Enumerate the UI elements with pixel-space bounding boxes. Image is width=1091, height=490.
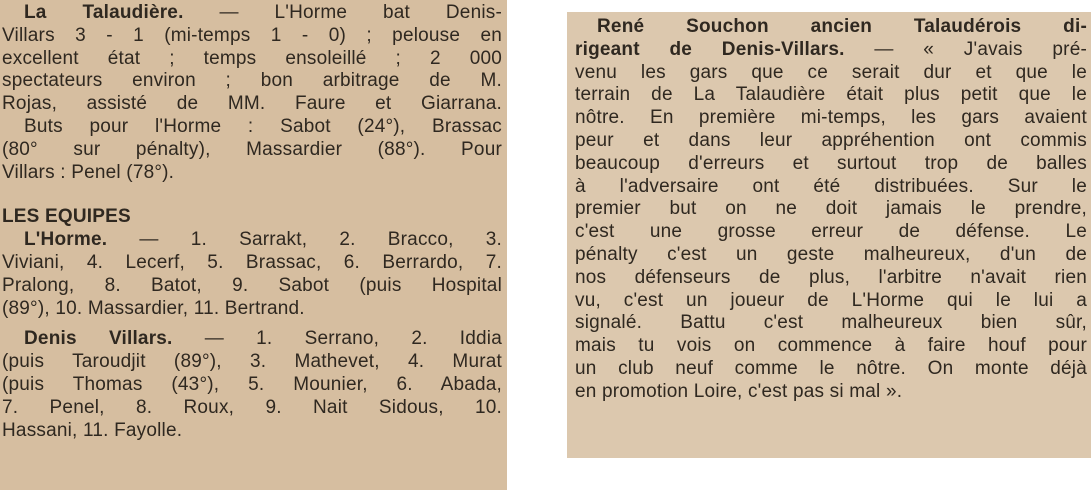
text-line <box>2 116 502 139</box>
line-text: — « J'avais pré- <box>844 38 1087 60</box>
text-line <box>575 312 1087 335</box>
team-lineup-denis-villars <box>2 328 502 442</box>
text-line <box>2 351 502 374</box>
text-line <box>575 176 1087 199</box>
line-text: terrain de La Talaudière était plus petit que le <box>575 84 1087 106</box>
line-text: Villars : Penel (78°). <box>2 161 175 183</box>
text-line <box>2 298 502 321</box>
line-text: Hassani, 11. Fayolle. <box>2 419 183 441</box>
text-line <box>575 358 1087 381</box>
report-paragraph <box>2 2 502 184</box>
line-text: mais tu vois on commence à faire houf pour <box>575 335 1087 357</box>
line-text: beaucoup d'erreurs et surtout trop de balles <box>575 152 1087 174</box>
line-text: nôtre. En première mi-temps, les gars avaient <box>575 107 1087 129</box>
bold-lead-text: Denis Villars. <box>24 328 173 350</box>
text-line <box>575 84 1087 107</box>
line-text: peur et dans leur appréhention ont commis <box>575 129 1087 151</box>
line-text: Villars 3 - 1 (mi-temps 1 - 0) ; pelouse en <box>2 24 502 46</box>
text-line <box>2 48 502 71</box>
text-line <box>575 290 1087 313</box>
text-line <box>575 107 1087 130</box>
newspaper-clipping-match-report <box>0 0 507 490</box>
bold-lead-text: René Souchon ancien Talaudérois di- <box>597 16 1087 37</box>
match-report-text <box>2 2 502 442</box>
text-line <box>2 2 502 25</box>
line-text: — L'Horme bat Denis- <box>183 2 502 23</box>
bold-lead-text: rigeant de Denis-Villars. <box>575 38 845 60</box>
line-text: Pralong, 8. Batot, 9. Sabot (puis Hospital <box>2 274 502 296</box>
text-line <box>2 252 502 275</box>
text-line <box>575 335 1087 358</box>
line-text: Viviani, 4. Lecerf, 5. Brassac, 6. Berrardo, 7. <box>2 251 502 273</box>
text-line <box>2 162 502 185</box>
line-text: un club neuf comme le nôtre. On monte déjà <box>575 357 1087 379</box>
line-text: Buts pour l'Horme : Sabot (24°), Brassac <box>24 115 502 137</box>
text-line <box>2 397 502 420</box>
line-text: 7. Penel, 8. Roux, 9. Nait Sidous, 10. <box>2 396 502 418</box>
text-line <box>575 153 1087 176</box>
text-line <box>575 221 1087 244</box>
line-text: (80° sur pénalty), Massardier (88°). Pour <box>2 138 502 160</box>
text-line <box>2 25 502 48</box>
text-line <box>575 198 1087 221</box>
text-line <box>2 420 502 443</box>
line-text: Rojas, assisté de MM. Faure et Giarrana. <box>2 93 502 115</box>
text-line <box>575 62 1087 85</box>
text-line <box>2 93 502 116</box>
line-text: signalé. Battu c'est malheureux bien sûr, <box>575 312 1087 334</box>
line-text: à l'adversaire ont été distribuées. Sur le <box>575 175 1087 197</box>
line-text: vu, c'est un joueur de L'Horme qui le lui a <box>575 289 1087 311</box>
line-text: (89°), 10. Massardier, 11. Bertrand. <box>2 297 305 319</box>
line-text: (puis Thomas (43°), 5. Mounier, 6. Abada, <box>2 373 502 395</box>
line-text: excellent état ; temps ensoleillé ; 2 000 <box>2 47 502 69</box>
paragraph-gap <box>2 184 502 206</box>
bold-lead-text: La Talaudière. <box>24 2 184 23</box>
teams-heading: LES EQUIPES <box>2 206 131 228</box>
paragraph-gap <box>2 320 502 328</box>
text-line <box>575 130 1087 153</box>
line-text: venu les gars que ce serait dur et que le <box>575 61 1087 83</box>
text-line <box>575 267 1087 290</box>
team-lineup-horme <box>2 229 502 320</box>
line-text: premier but on ne doit jamais le prendre, <box>575 198 1087 220</box>
line-text: (puis Taroudjit (89°), 3. Mathevet, 4. Murat <box>2 351 502 373</box>
text-line <box>2 70 502 93</box>
line-text: pénalty c'est un geste malheureux, d'un de <box>575 243 1087 265</box>
text-line <box>575 244 1087 267</box>
interview-quote-text <box>575 16 1087 404</box>
line-text: en promotion Loire, c'est pas si mal ». <box>575 380 903 402</box>
line-text: c'est une grosse erreur de défense. Le <box>575 221 1087 243</box>
line-text: nos défenseurs de plus, l'arbitre n'avait rien <box>575 266 1087 288</box>
line-text: spectateurs environ ; bon arbitrage de M. <box>2 70 502 92</box>
text-line <box>575 39 1087 62</box>
text-line <box>575 16 1087 39</box>
interview-paragraph <box>575 16 1087 404</box>
text-line <box>2 229 502 252</box>
text-line <box>2 328 502 351</box>
line-text: — 1. Sarrakt, 2. Bracco, 3. <box>107 229 502 251</box>
text-line <box>2 139 502 162</box>
text-line <box>2 275 502 298</box>
text-line <box>2 374 502 397</box>
line-text: — 1. Serrano, 2. Iddia <box>172 328 502 350</box>
bold-lead-text: L'Horme. <box>24 229 108 251</box>
text-line <box>575 381 1087 404</box>
newspaper-clipping-interview <box>567 12 1091 458</box>
